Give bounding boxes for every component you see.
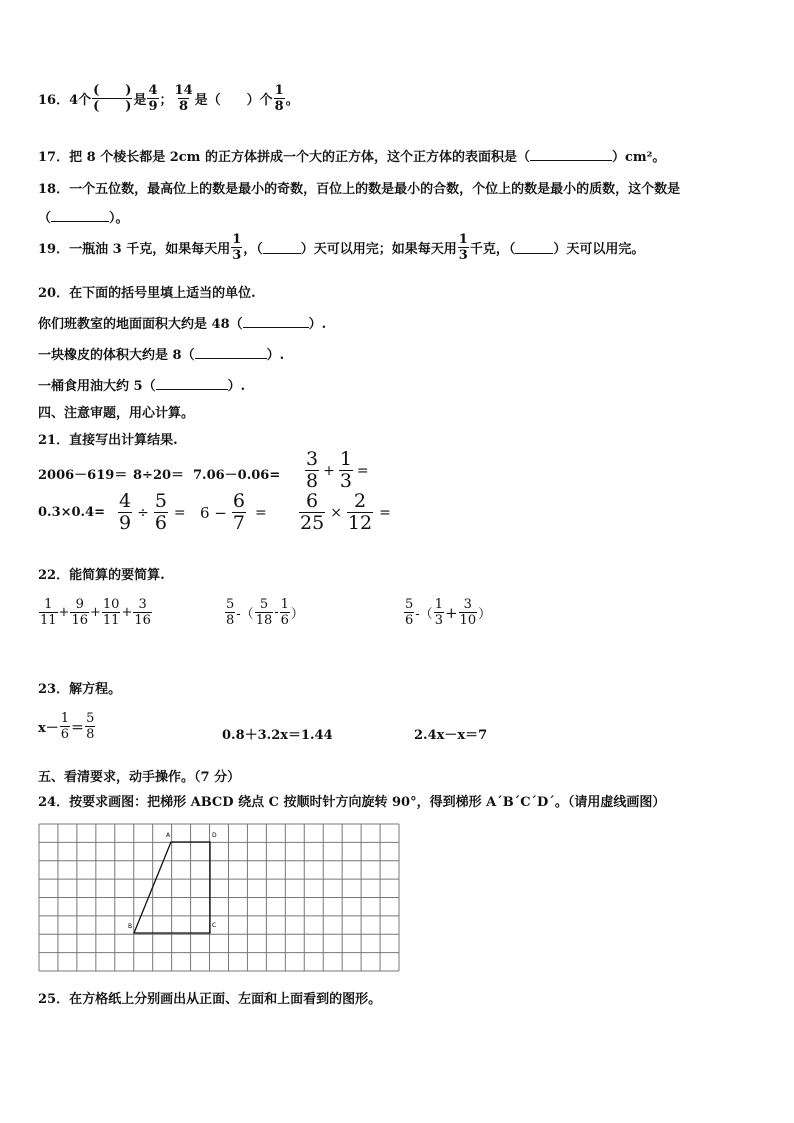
grid-drawing-area[interactable] (38, 823, 400, 972)
question-20-line-2: 一块橡皮的体积大约是 8（ ）. (38, 348, 285, 363)
grid-lines (39, 824, 399, 971)
answer-blank[interactable] (156, 378, 228, 390)
fraction: $\frac{4}{9}$ (148, 83, 158, 114)
question-20-line-1: 你们班教室的地面面积大约是 48（ ）. (38, 317, 327, 332)
section-4-heading: 四、注意审题，用心计算。 (38, 406, 195, 421)
question-24: 24．按要求画图：把梯形 ABCD 绕点 C 按顺时针方向旋转 90°，得到梯形 A´B´C´D´。（请用虚线画图） (38, 795, 666, 810)
fraction: $\frac{1}{3}$ (232, 232, 242, 263)
calc-6: $\frac{4}{9}$ ÷ $\frac{5}{6}$ = (119, 490, 186, 534)
answer-blank[interactable] (530, 149, 612, 161)
answer-blank[interactable] (515, 242, 553, 254)
fraction: $\frac{14}{8}$ (174, 83, 193, 114)
equation-2: 0.8＋3.2x＝1.44 (222, 728, 333, 743)
answer-blank[interactable] (51, 210, 109, 222)
question-21-title: 21．直接写出计算结果. (38, 433, 178, 448)
question-22-title: 22．能简算的要简算. (38, 568, 165, 583)
calc-7: 6 − $\frac{6}{7}$ = (200, 490, 267, 534)
fraction: $\frac{1}{8}$ (274, 83, 284, 114)
calc-2: 8÷20＝ (133, 468, 185, 483)
calc-3: 7.06－0.06= (193, 468, 281, 483)
section-5-heading: 五、看清要求，动手操作。（7 分） (38, 770, 241, 785)
calc-4: $\frac{3}{8}$ + $\frac{1}{3}$ = (306, 448, 369, 492)
question-23-title: 23．解方程。 (38, 682, 122, 697)
simplify-1: $\frac{1}{11}$ + $\frac{9}{16}$ + $\frac{10}{11}$ + $\frac{3}{16}$ (40, 597, 151, 628)
answer-blank[interactable] (243, 316, 309, 328)
blank-fraction: $\frac{( )}{( )}$ (93, 83, 132, 114)
fraction: $\frac{1}{3}$ (458, 232, 468, 263)
question-19: 19．一瓶油 3 千克，如果每天用 $\frac{1}{3}$ ，（ ）天可以用完；如果每天用 $\frac{1}{3}$ 千克，（ ）天可以用完。 (38, 232, 645, 263)
question-16: 16． 4个 $\frac{( )}{( )}$ 是 $\frac{4}{9}$ ； $\frac{14}{8}$ 是（ ）个 $\frac{1}{8}$ 。 (38, 83, 299, 114)
simplify-2: $\frac{5}{8}$ -（ $\frac{5}{18}$ - $\frac{1}{6}$ ） (226, 597, 304, 628)
answer-blank[interactable] (263, 242, 301, 254)
question-20-line-3: 一桶食用油大约 5（ ）. (38, 379, 246, 394)
vertex-label-d: D (212, 832, 217, 839)
question-18: 18．一个五位数，最高位上的数是最小的奇数，百位上的数是最小的合数，个位上的数是最小的质数，这个数是 (38, 182, 681, 197)
calc-5: 0.3×0.4= (38, 505, 106, 520)
question-20-title: 20．在下面的括号里填上适当的单位. (38, 286, 256, 301)
calc-1: 2006－619＝ (38, 468, 128, 483)
question-17: 17．把 8 个棱长都是 2cm 的正方体拼成一个大的正方体，这个正方体的表面积是（ ）cm²。 (38, 150, 666, 165)
simplify-3: $\frac{5}{6}$ -（ $\frac{1}{3}$ + $\frac{3}{10}$ ） (405, 597, 492, 628)
equation-3: 2.4x－x＝7 (414, 728, 488, 743)
question-25: 25．在方格纸上分别画出从正面、左面和上面看到的图形。 (38, 992, 382, 1007)
equation-1: x－ $\frac{1}{6}$ ＝ $\frac{5}{8}$ (38, 711, 95, 742)
vertex-label-a: A (166, 832, 171, 839)
calc-8: $\frac{6}{25}$ × $\frac{2}{12}$ = (300, 490, 391, 534)
answer-blank[interactable] (195, 347, 267, 359)
vertex-label-b: B (128, 923, 133, 930)
vertex-label-c: C (212, 922, 217, 929)
question-18-answer: （ ）。 (38, 211, 129, 226)
